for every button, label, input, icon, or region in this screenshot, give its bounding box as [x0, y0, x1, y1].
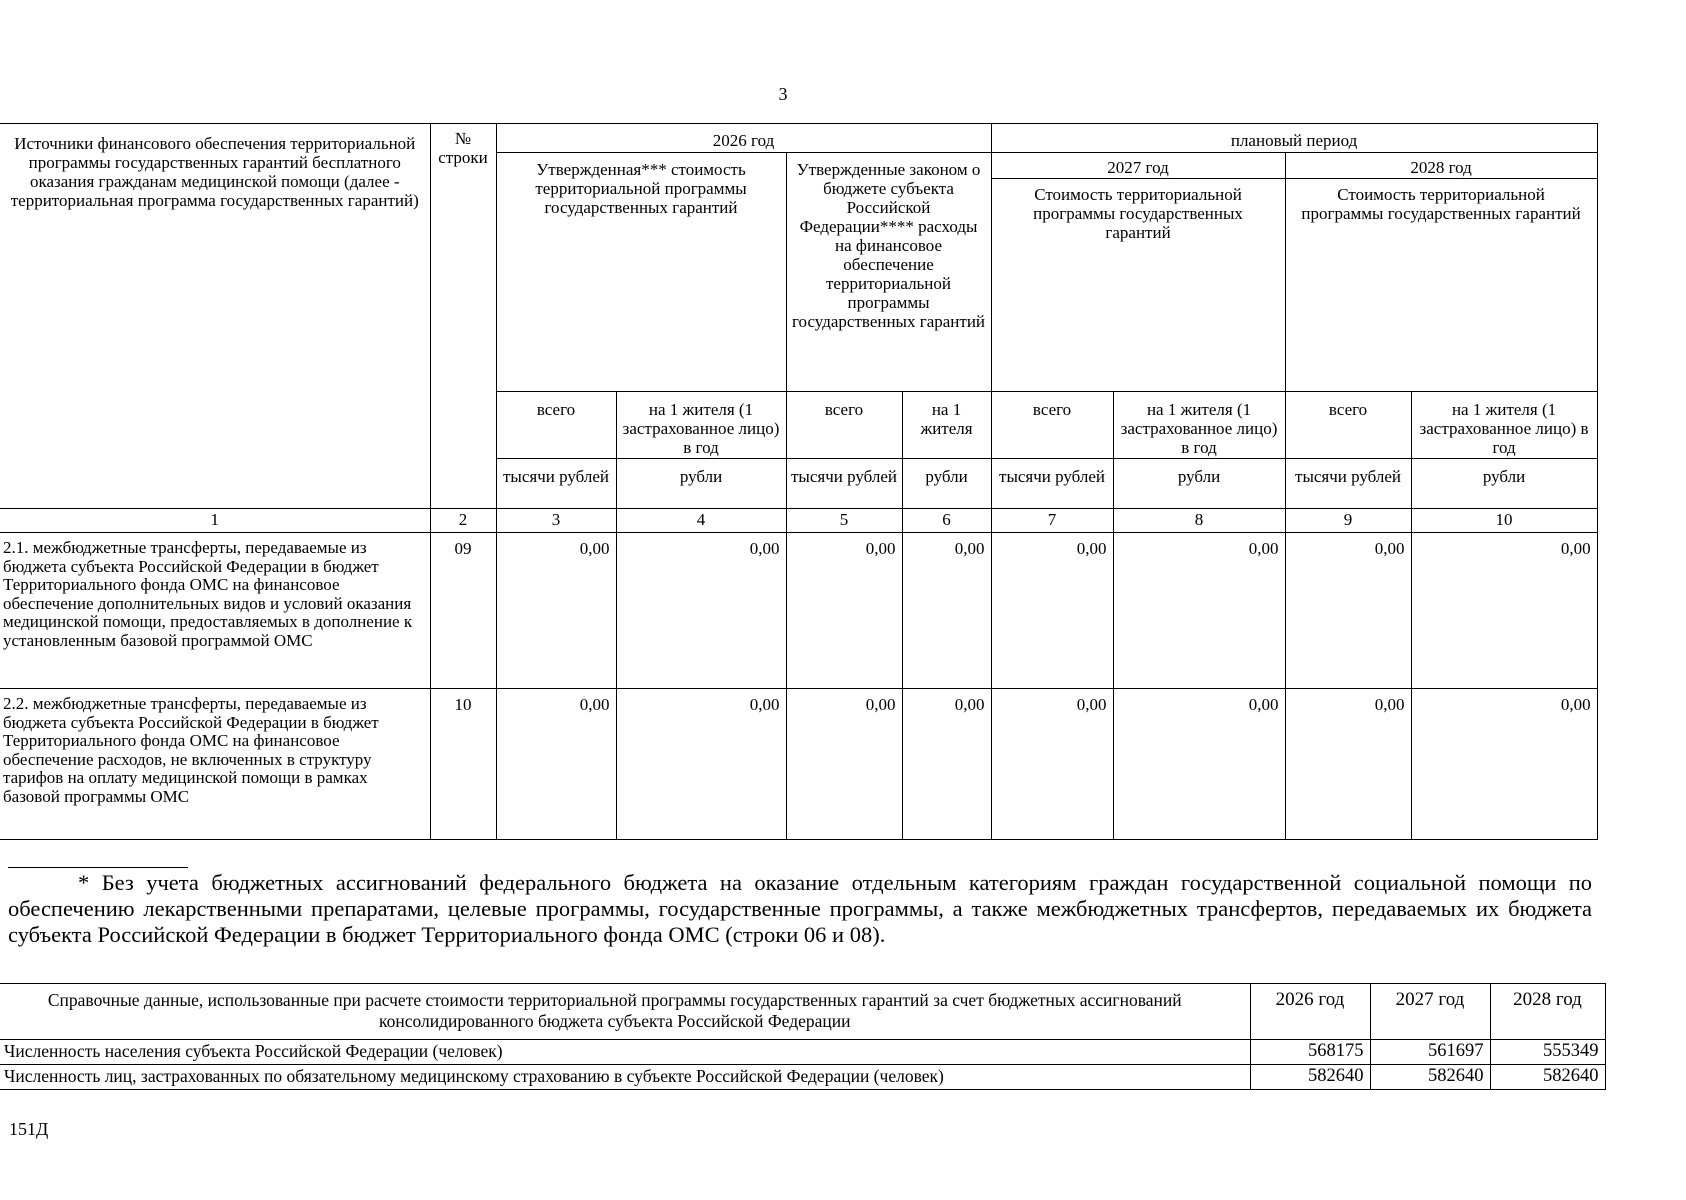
table-row: [0, 689, 1597, 840]
table-row: [0, 533, 1597, 689]
cell-value: 0,00: [1113, 533, 1285, 689]
reference-header: Справочные данные, использованные при расчете стоимости территориальной программы государственных гарантий за счет бюджетных ассигнований консолидированного бюджета субъекта Российской Федерации: [0, 984, 1250, 1040]
reference-row-label: Численность населения субъекта Российской Федерации (человек): [0, 1040, 1250, 1065]
header-total: всего: [991, 392, 1113, 459]
header-cost-2028: Стоимость территориальной программы государственных гарантий: [1285, 179, 1597, 392]
header-per-insured: на 1 жителя (1 застрахованное лицо) в год: [1411, 392, 1597, 459]
column-number: 4: [616, 509, 786, 533]
financing-sources-table: [0, 123, 1598, 840]
unit-thousand-rub: тысячи рублей: [1285, 459, 1411, 509]
cell-value: 0,00: [786, 533, 902, 689]
cell-value: 0,00: [902, 689, 991, 840]
unit-thousand-rub: тысячи рублей: [496, 459, 616, 509]
cell-value: 0,00: [616, 689, 786, 840]
reference-value: 561697: [1370, 1040, 1490, 1065]
column-number: 10: [1411, 509, 1597, 533]
header-per-resident: на 1 жителя: [902, 392, 991, 459]
cell-value: 0,00: [1113, 689, 1285, 840]
row-number: 09: [430, 533, 496, 689]
cell-value: 0,00: [902, 533, 991, 689]
row-label: 2.1. межбюджетные трансферты, передаваемые из бюджета субъекта Российской Федерации в бюджет Территориального фонда ОМС на финансовое обеспечение дополнительных видов и условий оказания медицинской помощи, предоставляемых в дополнение к установленным базовой программой ОМС: [0, 533, 430, 689]
reference-row-label: Численность лиц, застрахованных по обязательному медицинскому страхованию в субъекте Российской Федерации (человек): [0, 1065, 1250, 1090]
column-number-row: [0, 509, 1597, 533]
cell-value: 0,00: [786, 689, 902, 840]
column-number: 9: [1285, 509, 1411, 533]
reference-data-table: [0, 983, 1606, 1090]
reference-value: 555349: [1490, 1040, 1605, 1065]
column-number: 6: [902, 509, 991, 533]
cell-value: 0,00: [991, 533, 1113, 689]
column-number: 3: [496, 509, 616, 533]
column-number: 5: [786, 509, 902, 533]
header-total: всего: [496, 392, 616, 459]
header-row-no: № строки: [430, 124, 496, 509]
header-total: всего: [1285, 392, 1411, 459]
cell-value: 0,00: [496, 689, 616, 840]
cell-value: 0,00: [1411, 533, 1597, 689]
header-total: всего: [786, 392, 902, 459]
cell-value: 0,00: [1285, 689, 1411, 840]
row-number: 10: [430, 689, 496, 840]
unit-rub: рубли: [1113, 459, 1285, 509]
header-per-insured: на 1 жителя (1 застрахованное лицо) в год: [616, 392, 786, 459]
reference-year: 2026 год: [1250, 984, 1370, 1040]
column-number: 8: [1113, 509, 1285, 533]
unit-rub: рубли: [902, 459, 991, 509]
column-number: 7: [991, 509, 1113, 533]
cell-value: 0,00: [1411, 689, 1597, 840]
unit-thousand-rub: тысячи рублей: [786, 459, 902, 509]
header-year-2026: 2026 год: [496, 124, 991, 153]
reference-value: 582640: [1370, 1065, 1490, 1090]
document-code: 151Д: [9, 1119, 49, 1139]
cell-value: 0,00: [991, 689, 1113, 840]
unit-thousand-rub: тысячи рублей: [991, 459, 1113, 509]
reference-year: 2027 год: [1370, 984, 1490, 1040]
cell-value: 0,00: [496, 533, 616, 689]
column-number: 1: [0, 509, 430, 533]
page-number: 3: [778, 84, 788, 104]
row-label: 2.2. межбюджетные трансферты, передаваемые из бюджета субъекта Российской Федерации в бюджет Территориального фонда ОМС на финансовое обеспечение расходов, не включенных в структуру тарифов на оплату медицинской помощи в рамках базовой программы ОМС: [0, 689, 430, 840]
footnote-separator: [8, 867, 188, 868]
header-per-insured: на 1 жителя (1 застрахованное лицо) в год: [1113, 392, 1285, 459]
reference-value: 582640: [1490, 1065, 1605, 1090]
header-year-2028: 2028 год: [1285, 153, 1597, 179]
cell-value: 0,00: [1285, 533, 1411, 689]
reference-value: 582640: [1250, 1065, 1370, 1090]
reference-year: 2028 год: [1490, 984, 1605, 1040]
header-sources: Источники финансового обеспечения территориальной программы государственных гарантий бесплатного оказания гражданам медицинской помощи (далее - территориальная программа государственных гарантий): [0, 124, 430, 509]
unit-rub: рубли: [1411, 459, 1597, 509]
cell-value: 0,00: [616, 533, 786, 689]
table-row: [0, 1040, 1605, 1065]
header-approved-cost: Утвержденная*** стоимость территориальной программы государственных гарантий: [496, 153, 786, 392]
footnote: * Без учета бюджетных ассигнований федерального бюджета на оказание отдельным категориям граждан государственной социальной помощи по обеспечению лекарственными препаратами, целевые программы, государственные программы, а также межбюджетных трансфертов, передаваемых их бюджета субъекта Российской Федерации в бюджет Территориального фонда ОМС (строки 06 и 08).: [8, 870, 1592, 947]
unit-rub: рубли: [616, 459, 786, 509]
reference-value: 568175: [1250, 1040, 1370, 1065]
header-cost-2027: Стоимость территориальной программы государственных гарантий: [991, 179, 1285, 392]
header-year-2027: 2027 год: [991, 153, 1285, 179]
column-number: 2: [430, 509, 496, 533]
header-planned-period: плановый период: [991, 124, 1597, 153]
header-approved-by-law: Утвержденные законом о бюджете субъекта Российской Федерации**** расходы на финансовое обеспечение территориальной программы государственных гарантий: [786, 153, 991, 392]
table-row: [0, 1065, 1605, 1090]
